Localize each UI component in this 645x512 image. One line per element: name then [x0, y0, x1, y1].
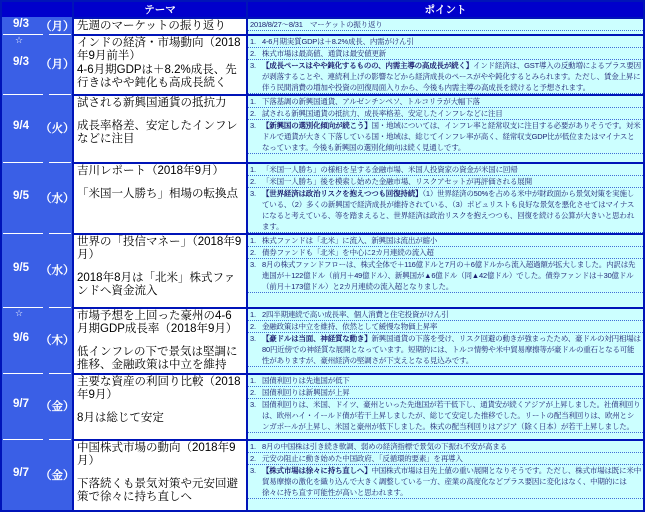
point-number: 1. — [250, 236, 256, 245]
date-cell — [2, 373, 75, 439]
date-cell — [2, 94, 75, 162]
point-number: 3. — [250, 334, 256, 343]
point-item — [248, 453, 643, 465]
theme-text-secondary: 成長率格差、安定したインフレなどに注目 — [77, 120, 238, 145]
point-item — [248, 399, 643, 433]
table-row — [2, 233, 643, 307]
point-item — [248, 188, 643, 233]
point-body: 新興国通貨の下落を受け、リスク回避の動きが強まったため、豪ドルの対円相場は80円近傍での神経質な展開となっています。短期的には、トルコ情勢や米中貿易摩擦等が豪ドルの重石となる可能性がありますが、豪州経済の堅調さが下支えとなる見込みです。 — [262, 334, 641, 365]
table-row — [2, 94, 643, 162]
theme-text-primary: インドの経済・市場動向（2018年9月前半） — [77, 37, 241, 62]
theme-text-secondary: 低インフレの下で景気は堅調に推移、金融政策は中立を維持 — [77, 346, 238, 371]
point-number: 2. — [250, 322, 256, 331]
points-cell — [248, 233, 643, 307]
point-number: 2. — [250, 454, 256, 463]
header-theme-cell: テーマ — [72, 2, 248, 17]
point-number: 2. — [250, 49, 256, 58]
date-cell — [2, 439, 75, 510]
point-text: 8月の株式ファンドフローは、株式全体で＋116億ドルと7月の＋6億ドルから流入超過額が拡大しました。内訳は先進国が＋122億ドル（前月＋49億ドル）、新興国が▲6億ドル（同▲42億ドル）でした。債券ファンドは＋30億ドル（前月＋173億ドル）と2カ月連続の流入超となりました。 — [262, 260, 636, 291]
point-lead: 【新興国の選別化傾向が続こう】 — [262, 121, 372, 130]
date-label: 9/3 — [13, 17, 29, 30]
point-number: 3. — [250, 61, 256, 70]
point-item — [248, 48, 643, 60]
header-row — [2, 2, 643, 17]
point-text: 債券ファンドも「北米」を中心に2カ月連続の流入超 — [262, 248, 434, 257]
point-item — [248, 108, 643, 120]
date-label: 9/7 — [13, 466, 29, 479]
date-line — [2, 120, 75, 136]
theme-text-primary: 先週のマーケットの振り返り — [77, 20, 226, 32]
theme-cell — [72, 162, 248, 233]
point-item — [248, 387, 643, 399]
point-text: 元安の阻止に動き始めた中国政府、「反循環的要素」を再導入 — [262, 454, 463, 463]
point-item — [248, 309, 643, 321]
point-number: 2. — [250, 388, 256, 397]
theme-cell — [72, 307, 248, 373]
theme-text-secondary: 4-6月期GDPは＋8.2%成長、先行きはやや鈍化も高成長続く — [77, 64, 237, 89]
point-item — [248, 96, 643, 108]
point-text: 「米国一人勝ち」後を模索し始めた金融市場、リスクアセットが再評価される展開 — [262, 177, 532, 186]
point-text: 国債利回りは、米国、ドイツ、豪州といった先進国が若干低下し、通貨安が続くアジアが上昇しました。社債利回りは、欧州ハイ・イールド債が若干上昇しましたが、総じて安定した推移でした。リートの配当利回りは、欧州とシンガポールが上昇し、米国と豪州が低下しました。株式の配当利回りはアジア（除く日本）が若干上昇しました。 — [262, 400, 641, 431]
point-item — [248, 465, 643, 499]
theme-text-secondary: 2018年8月は「北米」株式ファンドへ資金流入 — [77, 272, 236, 297]
point-lead: 【成長ペースはやや鈍化するものの、内需主導の高成長が続く】 — [262, 61, 474, 70]
point-number: 3. — [250, 189, 256, 198]
point-text: 2018/8/27～8/31 マーケットの振り返り — [250, 20, 383, 29]
point-text: 2四半期連続で高い成長率、個人消費と住宅投資がけん引 — [262, 310, 449, 319]
point-item — [248, 36, 643, 48]
point-text — [262, 120, 641, 153]
theme-text-secondary: 下落続くも景気対策や元安回避策で徐々に持ち直しへ — [77, 478, 238, 503]
points-cell — [248, 162, 643, 233]
point-item — [248, 375, 643, 387]
point-body: インド経済は、GST導入の反動増によるプラス要因が剥落することや、連続利上げの影響などから経済成長のペースがやや鈍化するとみられます。ただし、賃金上昇に伴う民間消費の増加や投資の回復局面入りから、今後も内需主導の高成長を続けると予想されます。 — [262, 61, 641, 92]
points-cell — [248, 307, 643, 373]
date-line — [2, 398, 75, 414]
point-number: 3. — [250, 121, 256, 130]
point-text: 試される新興国通貨の抵抗力、成長率格差、安定したインフレなどに注目 — [262, 109, 503, 118]
date-cell — [2, 17, 75, 34]
date-cell — [2, 34, 75, 94]
theme-cell — [72, 34, 248, 94]
table-row — [2, 162, 643, 233]
point-lead: 【世界経済は政治リスクを抱えつつも回復持続】 — [262, 189, 423, 198]
point-text — [262, 60, 641, 93]
weekday-label: （月） — [40, 20, 75, 33]
point-item — [248, 259, 643, 293]
point-item — [248, 120, 643, 154]
point-text: 「米国一人勝ち」の様相を呈する金融市場、米国人投資家の資金が米国に回帰 — [262, 165, 518, 174]
point-text — [262, 333, 641, 366]
point-text: 株式市場は最高値、通貨は最安値更新 — [262, 49, 387, 58]
theme-text-primary: 市場予想を上回った豪州の4-6月期GDP成長率（2018年9月） — [77, 310, 238, 335]
header-corner-cell — [2, 2, 72, 17]
date-line — [2, 332, 75, 348]
points-cell — [248, 94, 643, 162]
theme-cell — [72, 94, 248, 162]
point-body: 国・地域については、インフレ率と経常収支に注目する必要がありそうです。対米ドルで通貨が大きく下落している国・地域は、総じてインフレ率が高く、経常収支GDP比が低位またはマイナスとなっています。今後も新興国の選別化傾向は続く見通しです。 — [262, 121, 641, 152]
theme-cell — [72, 233, 248, 307]
star-icon: ☆ — [15, 35, 24, 45]
point-text — [262, 465, 641, 498]
points-cell — [248, 439, 643, 510]
star-icon: ☆ — [15, 308, 24, 318]
table-row — [2, 307, 643, 373]
weekday-label: （月） — [40, 59, 75, 71]
point-text: 8月の中国株は引き続き軟調、弱めの経済指標で景気の下振れ不安が高まる — [262, 442, 507, 451]
point-item — [248, 247, 643, 259]
point-text: 4-6月期実質GDPは＋8.2%成長、内需がけん引 — [262, 37, 414, 46]
point-body: （1）世界経済の50%を占める米中が財政面から景気対策を実施している、（2）多くの新興国で経済成長が維持されている、（3）ポピュリストも良好な景気を悪化させてはマイナスになると考えている、等を踏まえると、世界経済は政治リスクを抱えつつも、回復を続ける公算が大きいと思われます。 — [262, 189, 635, 231]
point-text: 国債利回りは先進国が低下 — [262, 376, 350, 385]
weekday-label: （金） — [40, 401, 75, 413]
date-line — [2, 56, 75, 72]
date-line — [2, 189, 75, 206]
date-label: 9/3 — [13, 56, 29, 68]
points-cell — [248, 17, 643, 34]
table-row — [2, 34, 643, 94]
point-lead: 【豪ドルは当面、神経質な動き】 — [262, 334, 372, 343]
point-body: 中国株式市場は目先上値の重い展開となりそうです。ただし、株式市場は既に米中貿易摩擦の激化を織り込んで大きく調整している一方、産業の高度化などプラス要因に変化はなく、中期的には徐々に持ち直す可能性が高いと思われます。 — [262, 466, 641, 497]
date-label: 9/6 — [13, 332, 29, 344]
date-line — [2, 466, 75, 483]
date-label: 9/4 — [13, 120, 29, 132]
theme-text-secondary: 8月は総じて安定 — [77, 412, 164, 424]
point-text: 下落基調の新興国通貨、アルゼンチンペソ、トルコリラが大幅下落 — [262, 97, 480, 106]
theme-text-primary: 中国株式市場の動向（2018年9月） — [77, 442, 236, 467]
weekday-label: （水） — [40, 265, 75, 277]
point-item — [248, 19, 643, 31]
point-item — [248, 164, 643, 176]
point-number: 2. — [250, 248, 256, 257]
point-number: 1. — [250, 165, 256, 174]
point-number: 1. — [250, 442, 256, 451]
point-number: 1. — [250, 310, 256, 319]
date-label: 9/5 — [13, 189, 29, 202]
theme-cell — [72, 373, 248, 439]
point-number: 3. — [250, 466, 256, 475]
point-item — [248, 333, 643, 367]
weekday-label: （火） — [40, 123, 75, 135]
weekday-label: （木） — [40, 335, 75, 347]
point-number: 3. — [250, 260, 256, 269]
point-lead: 【株式市場は徐々に持ち直しへ】 — [262, 466, 372, 475]
point-text: 株式ファンドは「北米」に流入、新興国は流出が縮小 — [262, 236, 438, 245]
theme-text-secondary: 「米国一人勝ち」相場の転換点 — [77, 188, 238, 200]
points-cell — [248, 373, 643, 439]
date-cell — [2, 307, 75, 373]
theme-cell — [72, 439, 248, 510]
point-number: 3. — [250, 400, 256, 409]
point-text — [262, 188, 641, 232]
point-item — [248, 441, 643, 453]
date-cell — [2, 233, 75, 307]
point-number: 1. — [250, 376, 256, 385]
date-cell — [2, 162, 75, 233]
theme-text-primary: 主要な資産の利回り比較（2018年9月） — [77, 376, 241, 401]
point-text: 国債利回りは新興国が上昇 — [262, 388, 350, 397]
date-label: 9/5 — [13, 262, 29, 274]
point-number: 1. — [250, 37, 256, 46]
weekday-label: （水） — [40, 192, 75, 205]
point-item — [248, 321, 643, 333]
point-item — [248, 235, 643, 247]
point-item — [248, 176, 643, 188]
table-row — [2, 17, 643, 34]
table-row — [2, 373, 643, 439]
theme-text-primary: 吉川レポート（2018年9月） — [77, 165, 224, 177]
table-row — [2, 439, 643, 510]
point-number: 1. — [250, 97, 256, 106]
date-line — [2, 17, 75, 34]
point-text: 金融政策は中立を維持、依然として緩慢な物価上昇率 — [262, 322, 438, 331]
point-number: 2. — [250, 109, 256, 118]
points-cell — [248, 34, 643, 94]
date-label: 9/7 — [13, 398, 29, 410]
weekday-label: （金） — [40, 469, 75, 482]
point-item — [248, 60, 643, 94]
theme-text-primary: 世界の「投信マネー」（2018年9月） — [77, 236, 242, 261]
header-points-cell: ポイント — [248, 2, 643, 17]
date-line — [2, 262, 75, 278]
point-number: 2. — [250, 177, 256, 186]
theme-cell — [72, 17, 248, 34]
theme-text-primary: 試される新興国通貨の抵抗力 — [77, 97, 227, 109]
